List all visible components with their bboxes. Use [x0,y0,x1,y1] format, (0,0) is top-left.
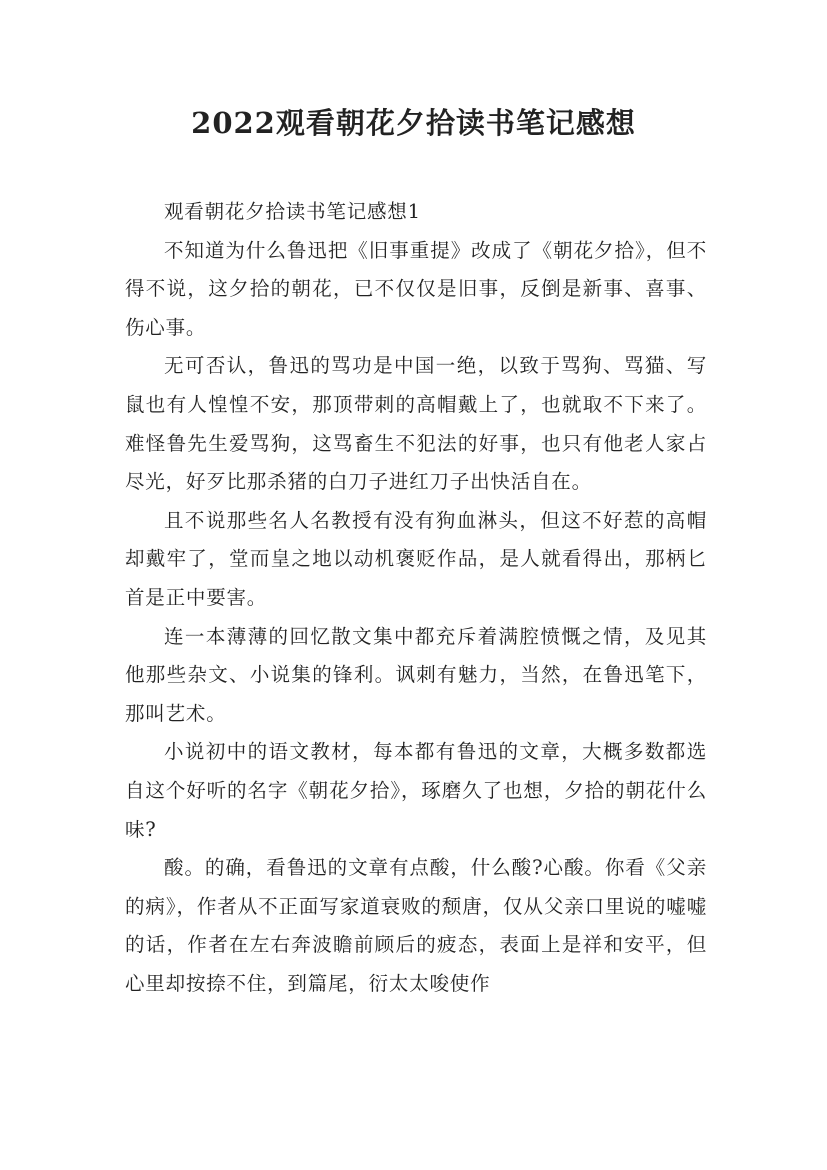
body-paragraph: 不知道为什么鲁迅把《旧事重提》改成了《朝花夕拾》，但不得不说，这夕拾的朝花，已不仅仅是旧事，反倒是新事、喜事、伤心事。 [125,238,707,339]
body-paragraph: 且不说那些名人名教授有没有狗血淋头，但这不好惹的高帽却戴牢了，堂而皇之地以动机褒贬作品，是人就看得出，那柄匕首是正中要害。 [125,508,707,609]
document-title: 2022观看朝花夕拾读书笔记感想 [191,106,636,140]
body-paragraph: 连一本薄薄的回忆散文集中都充斥着满腔愤慨之情，及见其他那些杂文、小说集的锋利。讽刺有魅力，当然，在鲁迅笔下，那叫艺术。 [125,624,707,725]
body-paragraph: 酸。的确，看鲁迅的文章有点酸，什么酸?心酸。你看《父亲的病》，作者从不正面写家道衰败的颓唐，仅从父亲口里说的嘘嘘的话，作者在左右奔波瞻前顾后的疲态，表面上是祥和安平，但心里却按捺不住，到篇尾，衍太太唆使作 [125,856,707,995]
body-paragraph: 无可否认，鲁迅的骂功是中国一绝，以致于骂狗、骂猫、写鼠也有人惶惶不安，那顶带刺的高帽戴上了，也就取不下来了。难怪鲁先生爱骂狗，这骂畜生不犯法的好事，也只有他老人家占尽光，好歹比那杀猪的白刀子进红刀子出快活自在。 [125,354,707,494]
body-paragraph: 小说初中的语文教材，每本都有鲁迅的文章，大概多数都选自这个好听的名字《朝花夕拾》，琢磨久了也想，夕拾的朝花什么味? [125,740,707,841]
section-heading: 观看朝花夕拾读书笔记感想1 [164,200,421,223]
document-body [125,193,707,1003]
